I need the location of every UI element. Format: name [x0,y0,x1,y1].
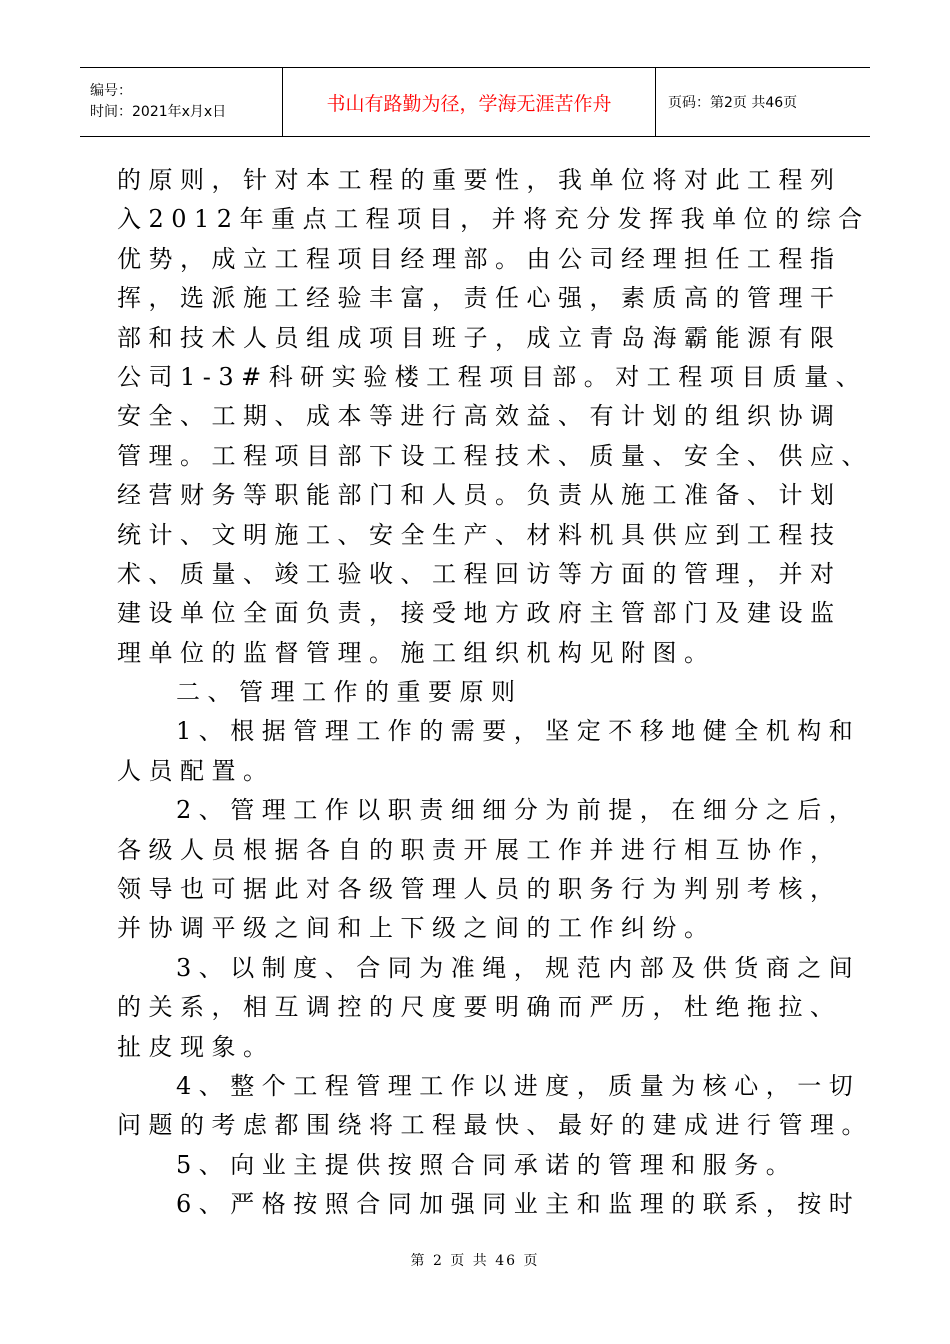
section-heading: 二、管理工作的重要原则 [176,678,523,707]
text-line: 公司1-3#科研实验楼工程项目部。对工程项目质量、 [117,362,868,391]
header-page-info [656,68,870,136]
text-line: 的关系，相互调控的尺度要明确而严历，杜绝拖拉、 [117,993,842,1022]
text-line: 2、管理工作以职责细细分为前提，在细分之后， [176,796,861,825]
text-line: 理单位的监督管理。施工组织机构见附图。 [117,638,716,667]
text-line: 领导也可据此对各级管理人员的职务行为判别考核， [117,875,842,904]
header-meta [80,68,283,136]
page-info-text: 页码：第2页 共46页 [668,95,798,111]
text-line: 挥，选派施工经验丰富，责任心强，素质高的管理干 [117,284,842,313]
text-line: 部和技术人员组成项目班子，成立青岛海霸能源有限 [117,323,842,352]
text-line: 3、以制度、合同为准绳，规范内部及供货商之间 [176,953,861,982]
text-line: 入2012年重点工程项目，并将充分发挥我单位的综合 [117,205,870,234]
document-body [117,161,873,1225]
text-line: 的原则，针对本工程的重要性，我单位将对此工程列 [117,166,842,194]
text-line: 经营财务等职能部门和人员。负责从施工准备、计划 [117,481,842,510]
text-line: 统计、文明施工、安全生产、材料机具供应到工程技 [117,520,842,549]
text-line: 建设单位全面负责，接受地方政府主管部门及建设监 [117,599,842,628]
text-line: 安全、工期、成本等进行高效益、有计划的组织协调 [117,402,842,431]
text-line: 术、质量、竣工验收、工程回访等方面的管理，并对 [117,559,842,588]
text-line: 管理。工程项目部下设工程技术、质量、安全、供应、 [117,441,873,470]
text-line: 并协调平级之间和上下级之间的工作纠纷。 [117,914,716,943]
text-line: 问题的考虑都围绕将工程最快、最好的建成进行管理。 [117,1111,873,1140]
text-line: 人员配置。 [117,756,275,785]
text-line: 6、严格按照合同加强同业主和监理的联系，按时 [176,1190,861,1219]
text-line: 扯皮现象。 [117,1032,275,1061]
text-line: 各级人员根据各自的职责开展工作并进行相互协作， [117,835,842,864]
page-footer: 第 2 页 共 46 页 [410,1253,540,1269]
text-line: 1、根据管理工作的需要，坚定不移地健全机构和 [176,717,861,746]
number-label: 编号： [90,83,132,99]
header-motto-cell [283,68,656,136]
text-line: 5、向业主提供按照合同承诺的管理和服务。 [176,1150,798,1179]
text-line: 4、整个工程管理工作以进度，质量为核心，一切 [176,1071,861,1100]
text-line: 优势，成立工程项目经理部。由公司经理担任工程指 [117,244,842,273]
motto-text: 书山有路勤为径，学海无涯苦作舟 [326,92,612,115]
document-header [80,67,870,137]
time-label: 时间：2021年x月x日 [90,104,227,120]
